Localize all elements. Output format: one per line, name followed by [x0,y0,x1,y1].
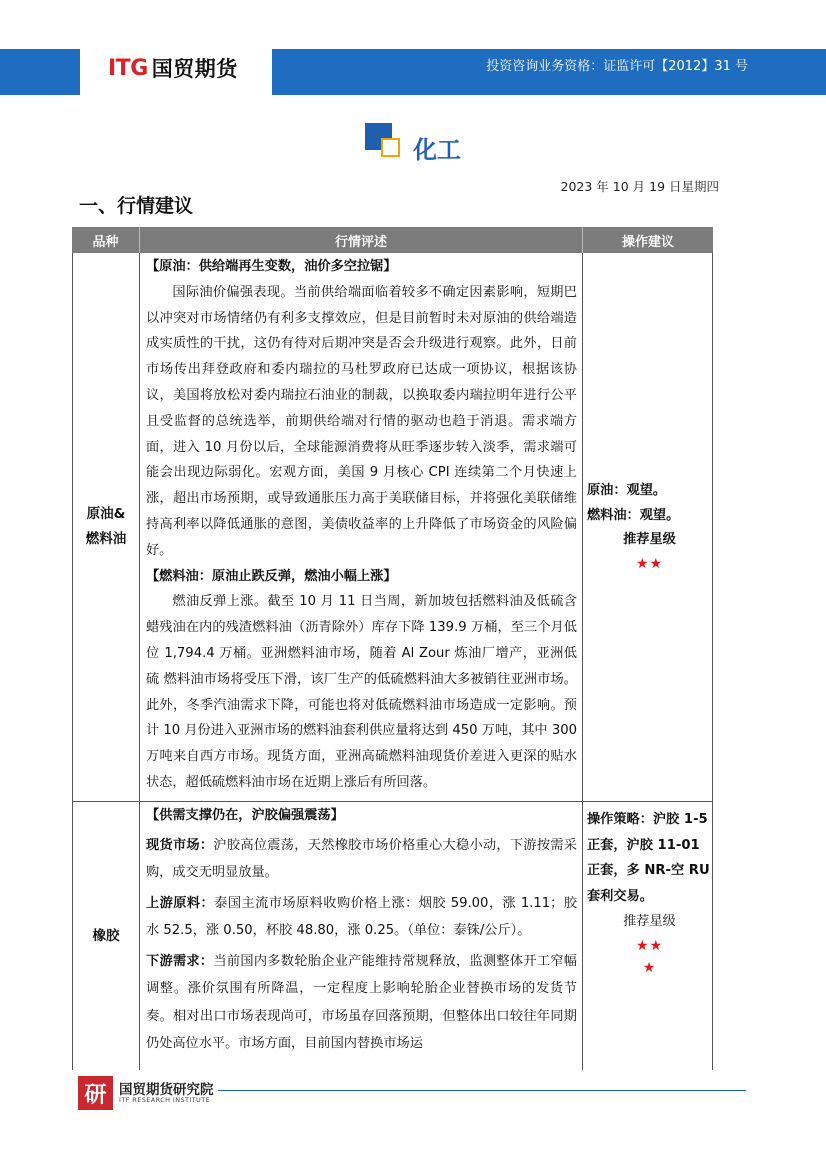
comment-heading: 【原油：供给端再生变数，油价多空拉锯】 [146,259,397,274]
license-text: 投资咨询业务资格：证监许可【2012】31 号 [486,59,748,74]
report-date: 2023 年 10 月 19 日星期四 [560,179,719,194]
company-logo [108,53,238,83]
comment-paragraph: 燃油反弹上涨。截至 10 月 11 日当周，新加坡包括燃料油及低硫含蜡残油在内的残渣燃料油（沥青除外）库存下降 139.9 万桶，至三个月低位 1,794.4 万桶。亚洲燃料油市场，随着 Al Zour 炼油厂增产，亚洲低硫 燃料油市场将受压下滑，该厂生产的低硫燃料油大多被销往亚洲市场。此外，冬季汽油需求下降，可能也将对低硫燃料油市场造成一定影响。预计 10 月份进入亚洲市场的燃料油套利供应量将达到 450 万吨，其中 300 万吨来自西方市场。现货方面，亚洲高硫燃料油现货价差进入更深的贴水状态，超低硫燃料油市场在近期上涨后有所回落。 [146,594,577,790]
paragraph-label: 下游需求： [146,953,214,969]
comment-paragraph: 国际油价偏强表现。当前供给端面临着较多不确定因素影响，短期巴以冲突对市场情绪仍有利多支撑效应，但是目前暂时未对原油的供给端造成实质性的干扰，这仍有待对后期冲突是否会升级进行观察。此外，日前市场传出拜登政府和委内瑞拉的马杜罗政府已达成一项协议，根据该协议，美国将放松对委内瑞拉石油业的制裁，以换取委内瑞拉明年进行公平且受监督的总统选举，前期供给端对行情的驱动也趋于消退。需求端方面，进入 10 月份以后，全球能源消费将从旺季逐步转入淡季，需求端可能会出现边际弱化。宏观方面，美国 9 月核心 CPI 连续第二个月快速上涨，超出市场预期，或导致通胀压力高于美联储目标，并将强化美联储维持高利率以降低通胀的意图，美债收益率的上升降低了市场资金的风险偏好。 [146,284,577,558]
table-row [72,802,713,1070]
category-line: 原油& [86,506,126,522]
header-category: 品种 [72,227,140,253]
category-line: 橡胶 [92,927,120,944]
comment-paragraph [146,832,577,887]
comment-paragraph [146,948,577,1058]
page-title: 化工 [413,136,461,164]
comment-heading: 【供需支撑仍在，沪胶偏强震荡】 [146,808,344,823]
advice-line: 原油：观望。 [587,483,667,499]
paragraph-label: 现货市场： [146,837,214,853]
comment-heading: 【燃料油：原油止跌反弹，燃油小幅上涨】 [146,568,397,584]
paragraph-text: 当前国内多数轮胎企业产能维持常规释放，监测整体开工窄幅调整。涨价氛围有所降温，一定程度上影响轮胎企业替换市场的发货节奏。相对出口市场表现尚可，市场虽存回落预期，但整体出口较往年同期仍处高位水平。市场方面，目前国内替换市场运 [146,953,577,1052]
advice-cell [583,253,713,801]
advice-line: 燃料油：观望。 [587,507,680,523]
table-row [72,253,713,802]
comment-paragraph [146,890,577,945]
recommend-label: 推荐星级 [623,914,676,929]
footer-institute-name-en: ITF RESEARCH INSTITUTE [119,1096,211,1104]
footer-divider [218,1090,746,1091]
star-rating-icon: ★★ [635,937,664,954]
logo-cn-text: 国贸期货 [151,57,238,81]
header-comment: 行情评述 [140,227,583,253]
advice-text: 操作策略：沪胶 1-5 正套，沪胶 11-01 正套，多 NR-空 RU 套利交易。 [587,812,710,904]
research-institute-logo: 研 [78,1076,113,1110]
header-bar-left [0,49,80,95]
comment-cell [140,253,583,801]
footer-institute-name: 国贸期货研究院 [119,1082,214,1098]
category-cell [72,253,140,801]
comment-cell [140,802,583,1070]
star-rating-icon: ★★ [635,555,664,572]
table-header [72,227,713,253]
star-rating-icon: ★ [642,959,657,976]
logo-itg-text: ITG [108,55,148,81]
category-cell [72,802,140,1070]
recommend-label: 推荐星级 [623,532,676,548]
recommendation-table [72,227,713,1070]
paragraph-label: 上游原料： [146,895,215,911]
paragraph-text: 沪胶高位震荡，天然橡胶市场价格重心大稳小动，下游按需采购，成交无明显放量。 [146,837,577,881]
header-advice: 操作建议 [621,234,674,250]
section-title: 一、行情建议 [79,195,194,217]
paragraph-text: 泰国主流市场原料收购价格上涨：烟胶 59.00，涨 1.11；胶水 52.5，涨 0.50，杯胶 48.80，涨 0.25。（单位：泰铢/公斤）。 [146,895,578,939]
category-line: 燃料油 [85,531,127,547]
advice-cell [583,802,713,1070]
title-square-outline-icon [381,138,400,157]
